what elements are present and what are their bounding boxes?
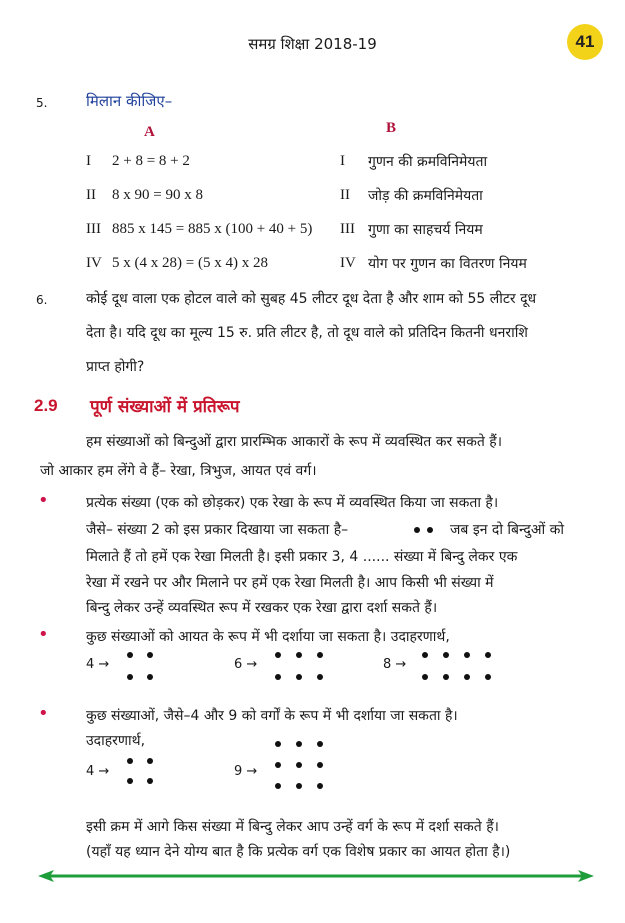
bullet-1-line: जैसे– संख्या 2 को इस प्रकार दिखाया जा सकता है– — [86, 522, 349, 538]
pattern-dot — [127, 758, 133, 764]
line-dot — [427, 527, 433, 533]
match-a-expression: 8 x 90 = 90 x 8 — [112, 187, 203, 203]
bullet-marker: • — [38, 624, 49, 645]
example-label-4: 4 → — [86, 657, 110, 672]
match-a-expression: 5 x (4 x 28) = (5 x 4) x 28 — [112, 255, 268, 271]
pattern-dot — [275, 741, 281, 747]
line-dot — [414, 527, 420, 533]
bullet-1-line: जब इन दो बिन्दुओं को — [450, 522, 564, 538]
question-5-title: मिलान कीजिए– — [86, 92, 173, 110]
pattern-dot — [317, 652, 323, 658]
bullet-1-line: बिन्दु लेकर उन्हें व्यवस्थित रूप में रखकर एक रेखा द्वारा दर्शा सकते हैं। — [86, 600, 438, 616]
match-b-description: गुणन की क्रमविनिमेयता — [368, 154, 488, 170]
match-a-expression: 885 x 145 = 885 x (100 + 40 + 5) — [112, 221, 313, 237]
pattern-dot — [317, 783, 323, 789]
pattern-dot — [127, 674, 133, 680]
pattern-dot — [296, 674, 302, 680]
bullet-3-line: उदाहरणार्थ, — [86, 733, 146, 749]
match-b-description: जोड़ की क्रमविनिमेयता — [368, 188, 483, 204]
match-b-description: योग पर गुणन का वितरण नियम — [368, 256, 527, 272]
pattern-dot — [422, 674, 428, 680]
question-6-line: देता है। यदि दूध का मूल्य 15 रु. प्रति लीटर है, तो दूध वाले को प्रतिदिन कितनी धनराशि — [86, 325, 528, 341]
pattern-dot — [296, 783, 302, 789]
example-label-8: 8 → — [383, 657, 407, 672]
match-a-expression: 2 + 8 = 8 + 2 — [112, 153, 190, 169]
pattern-dot — [443, 674, 449, 680]
pattern-dot — [296, 762, 302, 768]
bullet-1-line: मिलाते हैं तो हमें एक रेखा मिलती है। इसी प्रकार 3, 4 ...... संख्या में बिन्दु लेकर एक — [86, 549, 518, 565]
intro-line: जो आकार हम लेंगे वे हैं– रेखा, त्रिभुज, आयत एवं वर्ग। — [40, 463, 317, 479]
bullet-3-line: कुछ संख्याओं, जैसे–4 और 9 को वर्गों के रूप में भी दर्शाया जा सकता है। — [86, 708, 458, 724]
section-number: 2.9 — [34, 396, 58, 415]
rule-line — [48, 875, 584, 878]
pattern-dot — [147, 652, 153, 658]
question-5-number: 5. — [36, 96, 48, 110]
match-b-roman: IV — [340, 255, 356, 271]
match-b-description: गुणा का साहचर्य नियम — [368, 222, 483, 238]
running-header: समग्र शिक्षा 2018-19 — [248, 35, 377, 53]
pattern-dot — [464, 652, 470, 658]
question-6-line: कोई दूध वाला एक होटल वाले को सुबह 45 लीटर दूध देता है और शाम को 55 लीटर दूध — [86, 291, 537, 307]
bullet-marker: • — [38, 490, 49, 511]
column-b-header: B — [386, 120, 397, 136]
column-a-header: A — [144, 124, 155, 140]
example-label-6: 6 → — [234, 657, 258, 672]
bullet-marker: • — [38, 703, 49, 724]
pattern-dot — [422, 652, 428, 658]
pattern-dot — [317, 741, 323, 747]
pattern-dot — [275, 783, 281, 789]
pattern-dot — [275, 652, 281, 658]
pattern-dot — [296, 652, 302, 658]
match-a-roman: I — [86, 153, 91, 169]
pattern-dot — [464, 674, 470, 680]
match-b-roman: II — [340, 187, 350, 203]
pattern-dot — [147, 758, 153, 764]
bullet-2-line: कुछ संख्याओं को आयत के रूप में भी दर्शाया जा सकता है। उदाहरणार्थ, — [86, 629, 450, 645]
match-b-roman: I — [340, 153, 345, 169]
pattern-dot — [317, 674, 323, 680]
bullet-1-line: प्रत्येक संख्या (एक को छोड़कर) एक रेखा के रूप में व्यवस्थित किया जा सकता है। — [86, 495, 499, 511]
pattern-dot — [275, 674, 281, 680]
pattern-dot — [127, 778, 133, 784]
bullet-1-line: रेखा में रखने पर और मिलाने पर हमें एक रेखा मिलती है। आप किसी भी संख्या में — [86, 575, 494, 591]
decorative-arrow-rule — [36, 869, 596, 883]
pattern-dot — [147, 674, 153, 680]
page-number-badge: 41 — [567, 24, 603, 60]
pattern-dot — [296, 741, 302, 747]
pattern-dot — [485, 652, 491, 658]
intro-line: हम संख्याओं को बिन्दुओं द्वारा प्रारम्भिक आकारों के रूप में व्यवस्थित कर सकते हैं। — [86, 434, 503, 450]
pattern-dot — [275, 762, 281, 768]
section-title: पूर्ण संख्याओं में प्रतिरूप — [90, 397, 240, 417]
question-6-line: प्राप्त होगी? — [86, 359, 145, 375]
match-b-roman: III — [340, 221, 355, 237]
example-label-9: 9 → — [234, 764, 258, 779]
match-a-roman: III — [86, 221, 101, 237]
question-6-number: 6. — [36, 293, 48, 307]
closing-line: (यहाँ यह ध्यान देने योग्य बात है कि प्रत्येक वर्ग एक विशेष प्रकार का आयत होता है।) — [86, 844, 511, 860]
closing-line: इसी क्रम में आगे किस संख्या में बिन्दु लेकर आप उन्हें वर्ग के रूप में दर्शा सकते हैं। — [86, 819, 499, 835]
pattern-dot — [485, 674, 491, 680]
pattern-dot — [127, 652, 133, 658]
example-label-4: 4 → — [86, 764, 110, 779]
match-a-roman: IV — [86, 255, 102, 271]
pattern-dot — [443, 652, 449, 658]
match-a-roman: II — [86, 187, 96, 203]
pattern-dot — [317, 762, 323, 768]
pattern-dot — [147, 778, 153, 784]
